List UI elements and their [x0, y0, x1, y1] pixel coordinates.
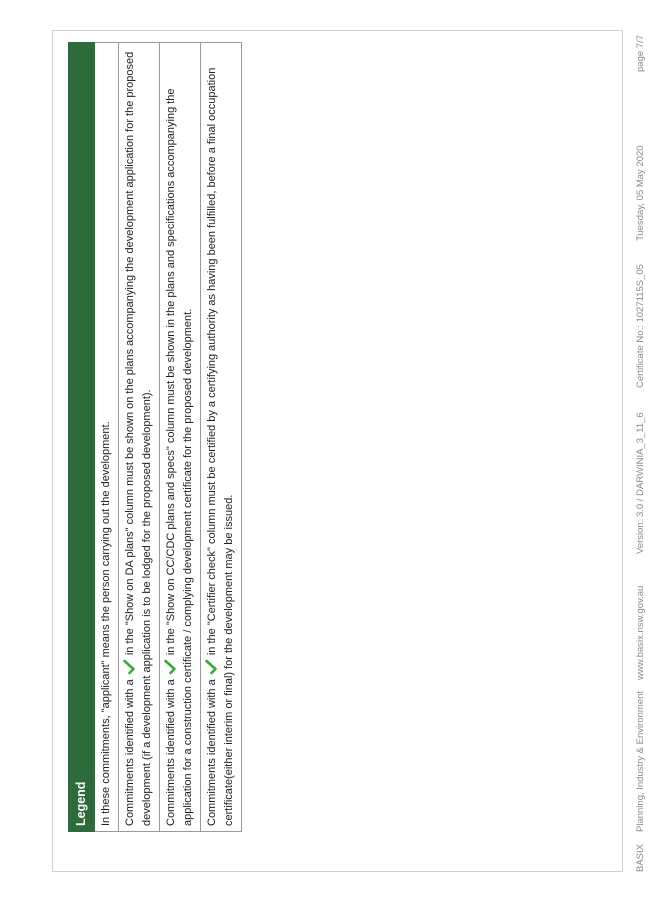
- footer-version: Version: 3.0 / DARWINIA_3_11_6: [635, 412, 646, 554]
- legend-row-text: [160, 43, 201, 832]
- legend-row-text-before: Commitments identified with a: [124, 679, 136, 826]
- legend-table: [68, 42, 242, 832]
- page-footer: [635, 30, 649, 872]
- rotated-page-content: [52, 30, 646, 872]
- legend-header-row: [69, 43, 95, 832]
- legend-row: [160, 43, 201, 832]
- legend-row: [95, 43, 119, 832]
- legend-row-text-before: Commitments identified with a: [165, 679, 177, 826]
- footer-website[interactable]: www.basix.nsw.gov.au: [635, 585, 646, 680]
- legend-title: Legend: [69, 43, 95, 832]
- legend-row: [119, 43, 160, 832]
- checkmark-icon: [205, 660, 217, 674]
- legend-row-text-after: in the "Show on CC/CDC plans and specs" column must be shown in the plans and specifications accompanying the application for a construction certificate / complying development certificate for the proposed development.: [165, 88, 194, 826]
- footer-certificate: Certificate No.: 1027115S_05: [635, 264, 646, 388]
- footer-date: Tuesday, 05 May 2020: [635, 145, 646, 241]
- footer-department: Planning, Industry & Environment: [635, 691, 646, 832]
- checkmark-icon: [123, 660, 135, 674]
- checkmark-icon: [164, 660, 176, 674]
- legend-row-text: [201, 43, 242, 832]
- legend-row-text-after: in the "Show on DA plans" column must be shown on the plans accompanying the development application for the proposed development (if a development application is to be lodged for the proposed development).: [124, 51, 153, 826]
- legend-row: [201, 43, 242, 832]
- legend-row-text-after: in the "Certifier check" column must be certified by a certifying authority as having been fulfilled, before a final occupation certificate(either interim or final) for the development may be issued.: [206, 67, 235, 826]
- footer-brand: BASIX: [635, 844, 646, 872]
- legend-row-text: [95, 43, 119, 832]
- legend-row-text-before: In these commitments, "applicant" means the person carrying out the development.: [100, 421, 112, 826]
- footer-page-number: page 7/7: [635, 35, 646, 72]
- legend-row-text-before: Commitments identified with a: [206, 679, 218, 826]
- legend-row-text: [119, 43, 160, 832]
